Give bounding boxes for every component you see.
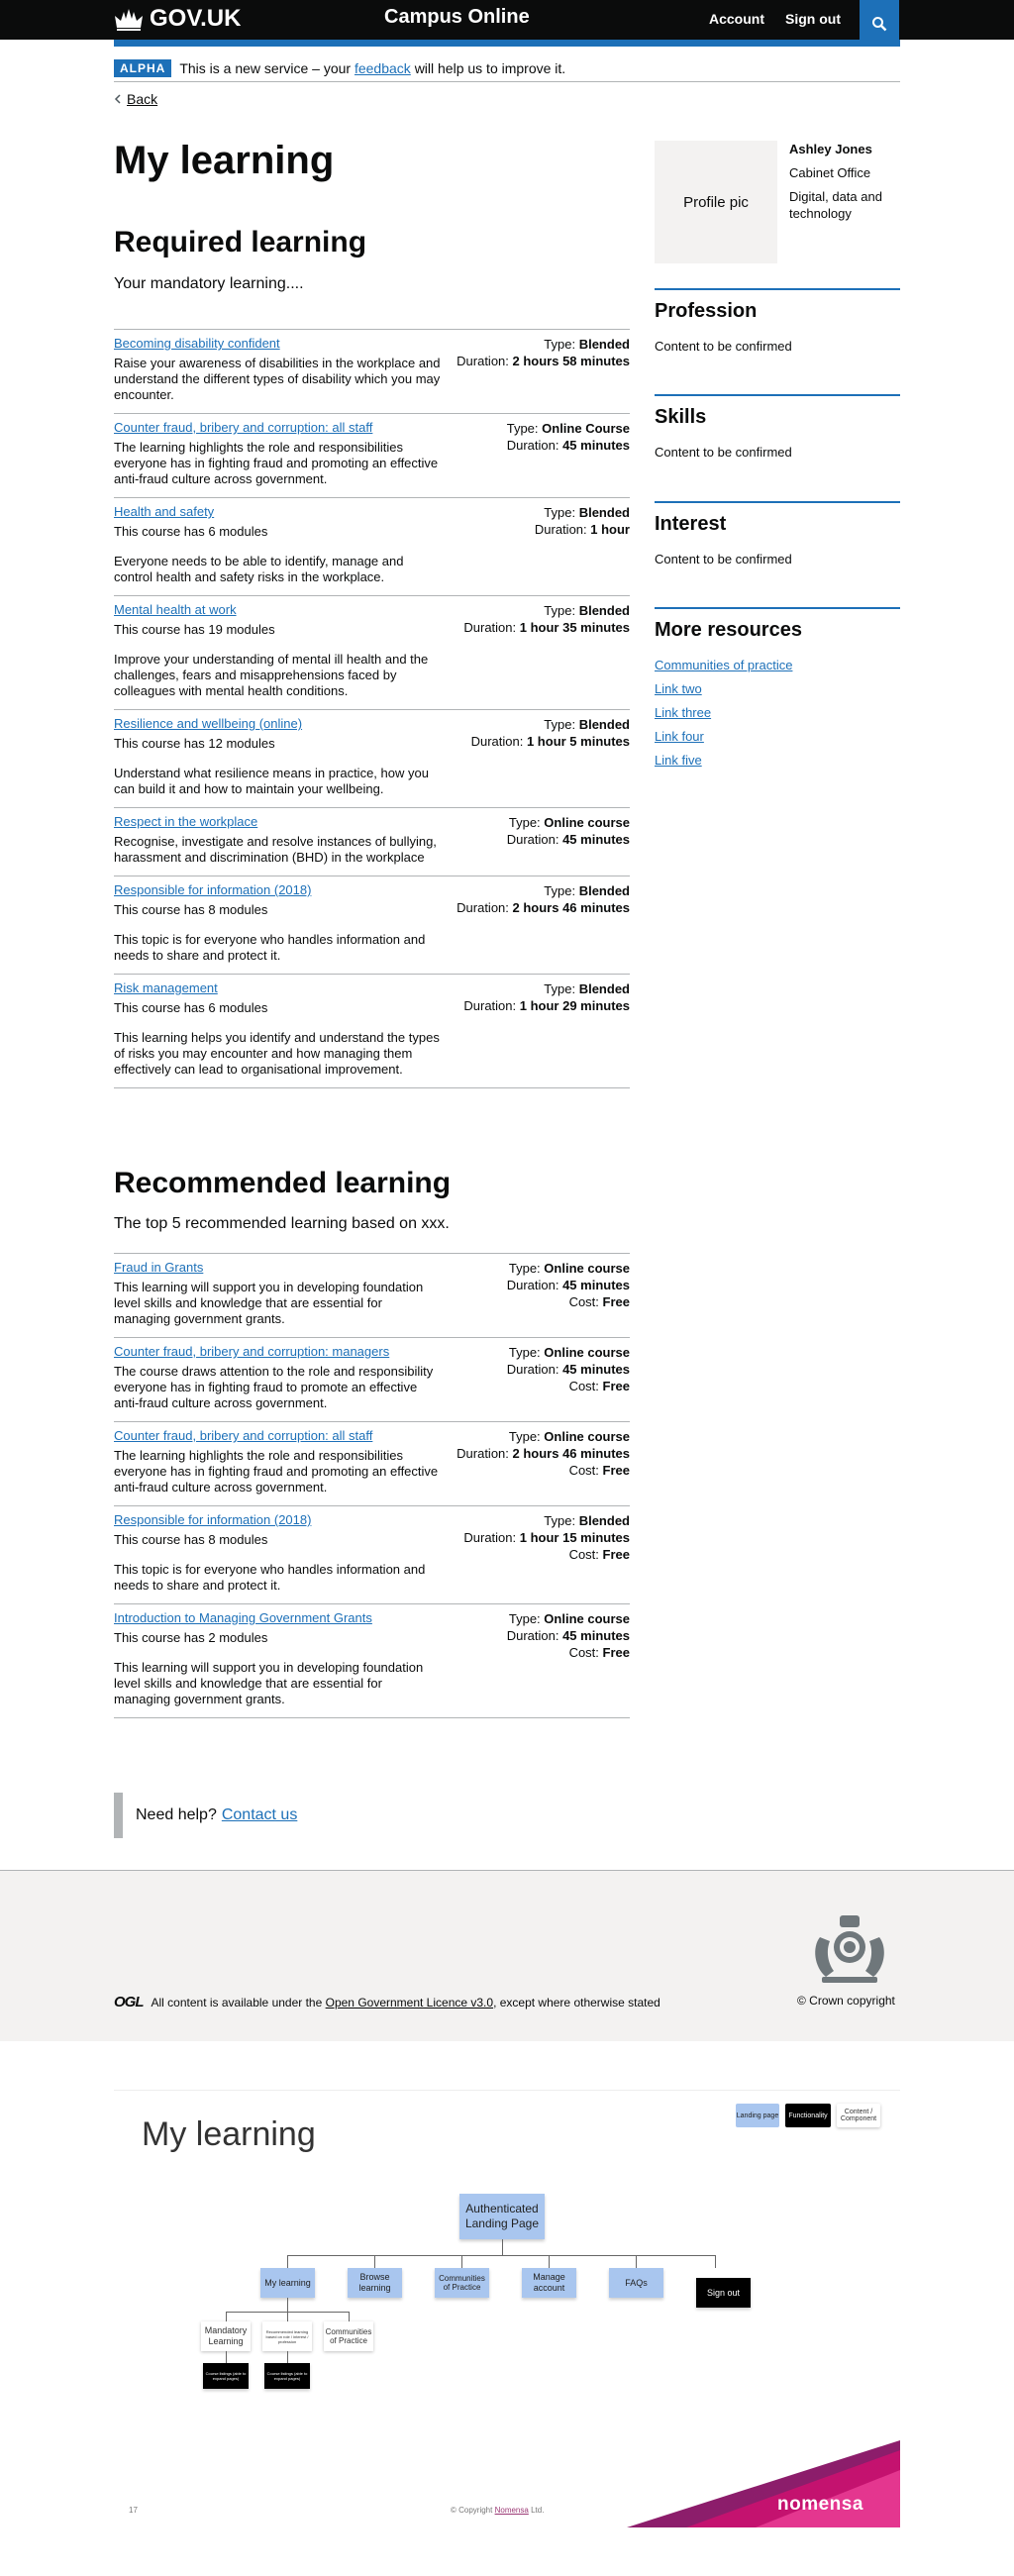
recommended-learning-lead: The top 5 recommended learning based on xxx. [114,1215,450,1232]
alpha-tag: ALPHA [114,59,171,77]
type-label: Type: [544,1513,576,1528]
course-row [114,414,630,498]
duration-value: 2 hours 46 minutes [512,900,630,915]
duration-value: 1 hour 29 minutes [519,998,630,1013]
cost-value: Free [602,1645,630,1660]
course-duration [456,899,630,916]
duration-label: Duration: [456,1446,509,1461]
course-type [463,980,630,997]
course-title-link[interactable]: Resilience and wellbeing (online) [114,716,303,731]
type-label: Type: [508,1261,541,1276]
course-info [114,1512,441,1594]
connector [549,2255,550,2268]
cost-label: Cost: [568,1379,599,1393]
cost-label: Cost: [568,1645,599,1660]
course-type [507,420,630,437]
sitemap-slide [114,2090,900,2535]
resource-link-five[interactable]: Link five [655,753,702,768]
course-cost [507,1644,630,1661]
course-type [463,602,630,619]
type-label: Type: [544,717,576,732]
course-type [507,1610,630,1627]
course-row [114,975,630,1088]
header-blue-bar [114,40,900,47]
course-type [535,504,630,521]
course-row [114,1604,630,1718]
connector [349,2312,350,2321]
type-label: Type: [508,815,541,830]
type-label: Type: [544,337,576,352]
type-label: Type: [544,883,576,898]
course-modules: This course has 6 modules [114,1000,268,1015]
interest-panel [655,501,900,567]
course-description: This learning will support you in developing foundation level skills and knowledge that are essential for managing government grants. [114,1660,424,1706]
cost-label: Cost: [568,1294,599,1309]
duration-label: Duration: [506,1278,559,1292]
course-info [114,1344,441,1411]
course-row [114,808,630,876]
resource-link-four[interactable]: Link four [655,729,704,744]
course-meta [463,980,630,1078]
type-value: Blended [578,505,630,520]
legend-functionality: Functionality [785,2104,831,2127]
duration-label: Duration: [463,998,517,1013]
course-type [456,1428,630,1445]
royal-coat-of-arms-icon [800,1907,899,1989]
type-value: Blended [578,1513,630,1528]
duration-value: 45 minutes [562,438,630,453]
skills-heading: Skills [655,406,707,428]
nomensa-logo: nomensa [777,2494,863,2515]
course-meta [456,882,630,964]
duration-value: 1 hour 35 minutes [519,620,630,635]
course-info [114,504,441,585]
cost-value: Free [602,1294,630,1309]
node-faqs: FAQs [609,2268,663,2298]
course-title-link[interactable]: Respect in the workplace [114,814,258,829]
connector [287,2255,716,2256]
duration-value: 2 hours 46 minutes [512,1446,630,1461]
slide-divider [114,2090,900,2091]
type-value: Blended [578,603,630,618]
resource-link-three[interactable]: Link three [655,705,712,720]
course-row [114,876,630,975]
connector [287,2298,288,2312]
course-meta [507,420,630,487]
duration-label: Duration: [463,1530,517,1545]
connector [226,2312,227,2321]
node-sign-out: Sign out [696,2278,751,2308]
type-value: Blended [578,717,630,732]
resources-panel [655,607,900,776]
course-cost [456,1462,630,1479]
course-title-link[interactable]: Counter fraud, bribery and corruption: managers [114,1344,390,1359]
course-title-link[interactable]: Counter fraud, bribery and corruption: all staff [114,420,373,435]
course-title-link[interactable]: Becoming disability confident [114,336,280,351]
course-type [456,336,630,353]
course-duration [507,1277,630,1293]
type-value: Online course [544,1611,630,1626]
duration-value: 45 minutes [562,1628,630,1643]
govuk-footer [0,1870,1014,2041]
course-description: Understand what resilience means in practice, how you can build it and how to maintain your wellbeing. [114,766,429,796]
connector [287,2351,288,2363]
duration-value: 1 hour [590,522,630,537]
node-course-listings-1: Course listings (able to expand pages) [203,2363,249,2389]
type-value: Online Course [542,421,630,436]
legend-content-component: Content / Component [837,2104,880,2127]
course-description: Improve your understanding of mental ill health and the challenges, fears and misapprehensions faced by colleagues with mental health conditions. [114,652,429,698]
course-type [463,1512,630,1529]
duration-label: Duration: [506,438,559,453]
connector [226,2351,227,2363]
profession-heading: Profession [655,300,758,322]
cost-value: Free [602,1463,630,1478]
duration-label: Duration: [470,734,524,749]
course-duration [507,437,630,454]
required-learning-heading: Required learning [114,226,367,258]
course-info [114,1260,441,1327]
duration-label: Duration: [456,354,509,368]
course-meta [507,1610,630,1707]
course-row [114,330,630,414]
course-duration [507,1627,630,1644]
search-icon [871,16,887,32]
profile-details [789,141,900,229]
phase-text-post: will help us to improve it. [414,59,566,76]
course-description: The course draws attention to the role and responsibility everyone has in fighting fraud to promote an effective anti-fraud culture across government. [114,1364,434,1410]
nomensa-link[interactable]: Nomensa [494,2506,529,2515]
course-description: Everyone needs to be able to identify, manage and control health and safety risks in the workplace. [114,554,404,584]
course-info [114,980,441,1078]
legend-landing-page: Landing page [736,2104,779,2127]
connector [636,2255,637,2268]
node-course-listings-2: Course listings (able to expand pages) [264,2363,310,2389]
course-info [114,602,441,699]
duration-label: Duration: [456,900,509,915]
duration-value: 1 hour 15 minutes [519,1530,630,1545]
skills-text: Content to be confirmed [655,445,792,460]
phase-banner [114,54,900,82]
course-row [114,710,630,808]
course-type [507,1260,630,1277]
crown-copyright-link[interactable]: © Crown copyright [797,1994,895,2008]
course-title-link[interactable]: Counter fraud, bribery and corruption: all staff [114,1428,373,1443]
duration-value: 45 minutes [562,1362,630,1377]
duration-label: Duration: [534,522,587,537]
connector [502,2239,503,2255]
required-learning-list [114,329,630,1088]
course-description: This topic is for everyone who handles information and needs to share and protect it. [114,1562,426,1593]
type-label: Type: [544,603,576,618]
cost-label: Cost: [568,1463,599,1478]
connector [461,2255,462,2268]
node-my-learning: My learning [260,2268,315,2298]
slide-copyright [451,2506,544,2515]
course-duration [471,733,630,750]
course-row [114,498,630,596]
profile-role: Digital, data and technology [789,189,882,221]
course-info [114,716,441,797]
course-meta [535,504,630,585]
course-cost [463,1546,630,1563]
node-mandatory-learning: Mandatory Learning [201,2321,251,2351]
course-description: This learning helps you identify and understand the types of risks you may encounter and how managing them effectively can lead to organisational improvement. [114,1030,440,1077]
course-description: Recognise, investigate and resolve instances of bullying, harassment and discrimination (BHD) in the workplace [114,834,437,865]
type-value: Blended [578,337,630,352]
course-meta [471,716,630,797]
recommended-learning-list [114,1253,630,1718]
course-title-link[interactable]: Fraud in Grants [114,1260,204,1275]
page-title: My learning [114,139,335,182]
phase-text-pre: This is a new service – your [179,59,352,76]
ogl-logo: OGL [114,1994,144,2010]
cost-value: Free [602,1379,630,1393]
profile-pic: Profile pic [655,141,777,263]
course-modules: This course has 19 modules [114,622,275,637]
copy-post: Ltd. [531,2506,545,2515]
course-duration [507,831,630,848]
service-name[interactable]: Campus Online [384,6,530,28]
course-title-link[interactable]: Responsible for information (2018) [114,882,312,897]
back-link-text[interactable]: Back [127,91,158,107]
course-row [114,1338,630,1422]
connector [374,2255,375,2268]
node-communities-sub: Communities of Practice [324,2321,373,2351]
profession-panel [655,288,900,354]
course-description: This learning will support you in developing foundation level skills and knowledge that are essential for managing government grants. [114,1280,424,1326]
duration-value: 45 minutes [562,832,630,847]
course-info [114,1428,441,1495]
course-description: The learning highlights the role and responsibilities everyone has in fighting fraud and promoting an effective anti-fraud culture across government. [114,440,439,486]
type-value: Online course [544,1345,630,1360]
duration-value: 1 hour 5 minutes [526,734,630,749]
copy-pre: © Copyright [451,2506,493,2515]
profile-department: Cabinet Office [789,165,871,180]
licence-statement [114,1994,660,2010]
course-title-link[interactable]: Introduction to Managing Government Grants [114,1610,372,1625]
course-modules: This course has 12 modules [114,736,275,751]
course-row [114,1422,630,1506]
course-modules: This course has 8 modules [114,902,268,917]
contact-us-link[interactable]: Contact us [221,1806,298,1823]
course-type [456,882,630,899]
course-modules: This course has 6 modules [114,524,268,539]
course-duration [463,1529,630,1546]
course-title-link[interactable]: Risk management [114,980,218,995]
course-meta [507,814,630,866]
course-cost [507,1293,630,1310]
course-meta [463,602,630,699]
duration-label: Duration: [506,1362,559,1377]
course-type [507,1344,630,1361]
profile-name: Ashley Jones [789,142,872,156]
connector [287,2255,288,2268]
type-label: Type: [508,1429,541,1444]
course-meta [507,1344,630,1411]
skills-panel [655,394,900,460]
licence-text [152,1996,660,2009]
course-meta [456,336,630,403]
course-row [114,1254,630,1338]
course-info [114,1610,441,1707]
course-type [507,814,630,831]
duration-label: Duration: [506,832,559,847]
type-label: Type: [508,1611,541,1626]
course-description: The learning highlights the role and responsibilities everyone has in fighting fraud and promoting an effective anti-fraud culture across government. [114,1448,439,1494]
type-label: Type: [508,1345,541,1360]
connector [287,2312,288,2321]
duration-label: Duration: [463,620,517,635]
type-value: Blended [578,883,630,898]
course-info [114,814,441,866]
node-communities-of-practice: Communities of Practice [435,2268,489,2298]
interest-heading: Interest [655,513,727,535]
profession-text: Content to be confirmed [655,339,792,354]
node-manage-account: Manage account [522,2268,576,2298]
type-value: Online course [544,815,630,830]
resource-link-communities[interactable]: Communities of practice [655,658,793,672]
course-description: This topic is for everyone who handles information and needs to share and protect it. [114,932,426,963]
duration-value: 45 minutes [562,1278,630,1292]
course-cost [507,1378,630,1394]
chevron-left-icon [114,94,121,104]
slide-title: My learning [142,2115,316,2153]
need-help-text: Need help? [136,1806,217,1823]
feedback-link[interactable]: feedback [354,59,411,76]
connector [715,2255,716,2268]
slide-page-number: 17 [129,2506,138,2515]
duration-label: Duration: [506,1628,559,1643]
interest-text: Content to be confirmed [655,552,792,567]
course-duration [456,353,630,369]
course-type [471,716,630,733]
type-label: Type: [544,981,576,996]
crown-icon [114,6,144,32]
need-help-inset [114,1793,297,1838]
resource-link-two[interactable]: Link two [655,681,702,696]
account-link[interactable]: Account [709,11,764,27]
duration-value: 2 hours 58 minutes [512,354,630,368]
node-authenticated-landing-page: Authenticated Landing Page [459,2194,545,2239]
course-info [114,336,441,403]
course-description: Raise your awareness of disabilities in the workplace and understand the different types of disability which you may encounter. [114,356,441,402]
course-info [114,882,441,964]
sign-out-link[interactable]: Sign out [785,11,841,27]
type-value: Blended [578,981,630,996]
type-value: Online course [544,1429,630,1444]
course-row [114,1506,630,1604]
cost-label: Cost: [568,1547,599,1562]
phase-text [179,60,565,76]
course-modules: This course has 8 modules [114,1532,268,1547]
licence-post: , except where otherwise stated [493,1995,660,2009]
course-modules: This course has 2 modules [114,1630,268,1645]
course-title-link[interactable]: Health and safety [114,504,215,519]
course-info [114,420,441,487]
course-duration [463,997,630,1014]
course-title-link[interactable]: Mental health at work [114,602,237,617]
back-link[interactable] [114,91,157,107]
node-browse-learning: Browse learning [348,2268,402,2298]
course-meta [463,1512,630,1594]
ogl-link[interactable]: Open Government Licence v3.0 [325,1995,494,2009]
course-duration [463,619,630,636]
type-value: Online course [544,1261,630,1276]
course-meta [507,1260,630,1327]
type-label: Type: [544,505,576,520]
course-meta [456,1428,630,1495]
course-duration [456,1445,630,1462]
course-title-link[interactable]: Responsible for information (2018) [114,1512,312,1527]
node-recommended-learning: Recommended learning based on role / interest / profession [262,2321,312,2351]
course-row [114,596,630,710]
course-duration [507,1361,630,1378]
licence-pre: All content is available under the [151,1995,323,2009]
logo-text: GOV.UK [150,5,242,32]
recommended-learning-heading: Recommended learning [114,1167,452,1199]
required-learning-lead: Your mandatory learning.... [114,275,304,292]
course-duration [535,521,630,538]
cost-value: Free [602,1547,630,1562]
type-label: Type: [506,421,539,436]
govuk-logo[interactable] [114,5,241,33]
resources-heading: More resources [655,619,802,641]
